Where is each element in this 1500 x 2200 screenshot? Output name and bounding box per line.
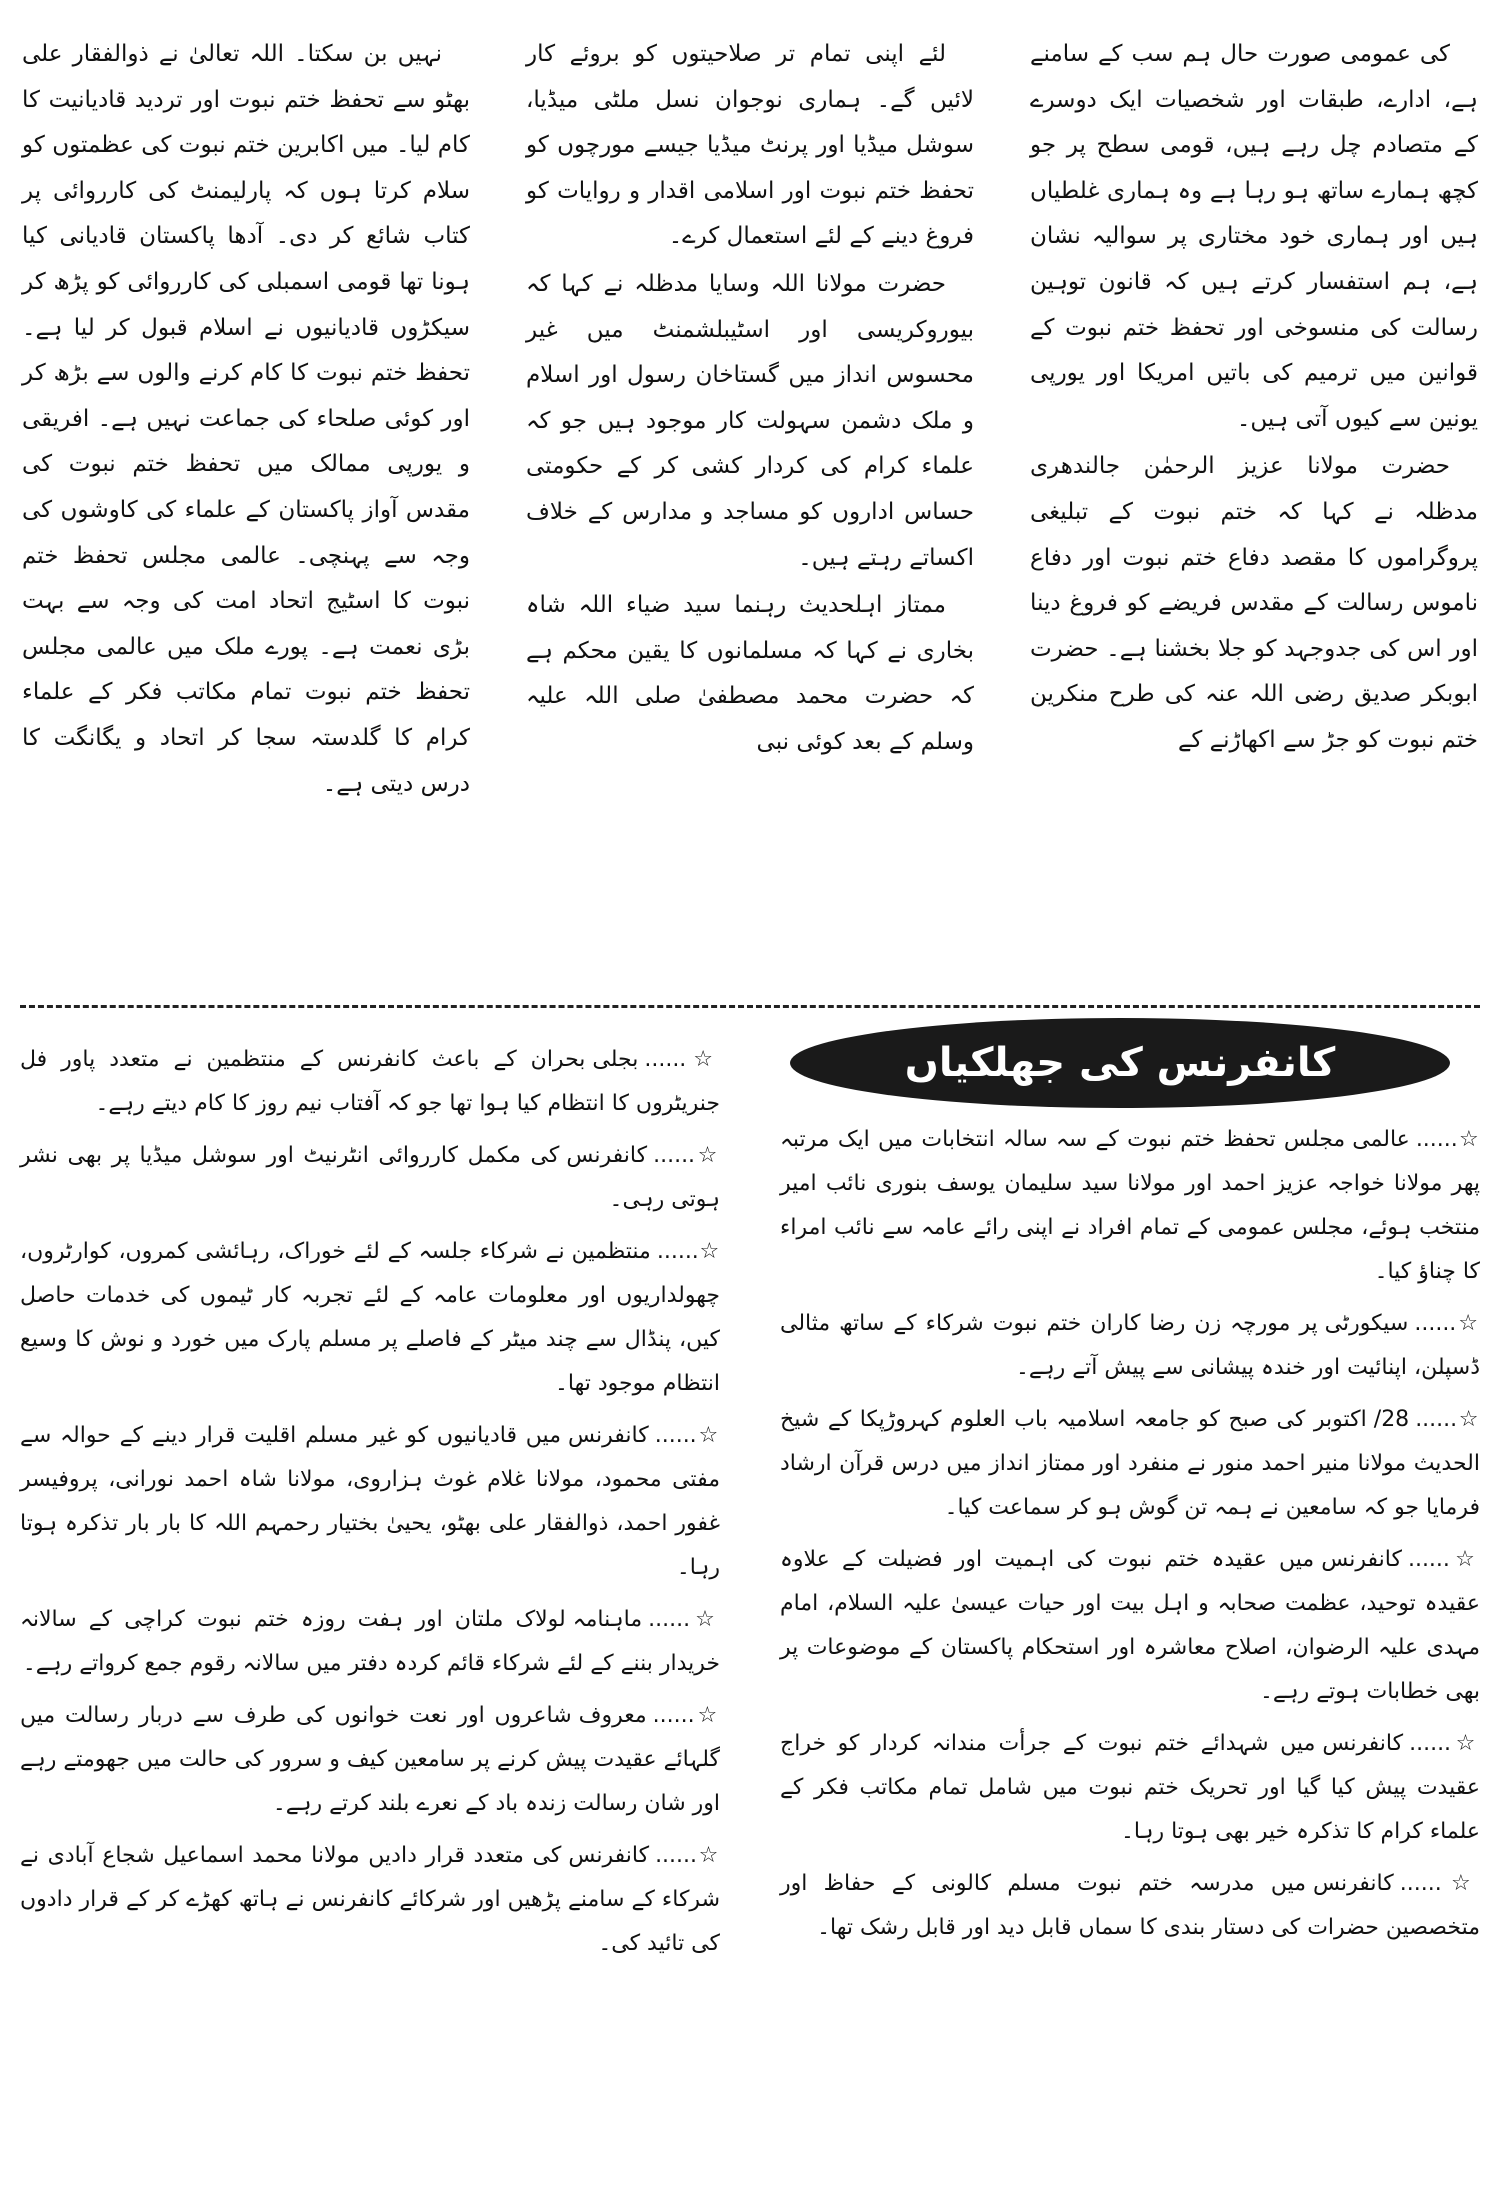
highlight-item: ☆......کانفرنس میں قادیانیوں کو غیر مسلم اقلیت قرار دینے کے حوالہ سے مفتی محمود، مولانا غلام غوث ہزاروی، مولانا شاہ احمد نورانی، پروفیسر غفور احمد، ذوالفقار علی بھٹو، یحییٰ بختیار رحمہم اللہ کا بار بار تذکرہ ہوتا رہا۔ xyxy=(20,1423,720,1580)
article-paragraph: حضرت مولانا عزیز الرحمٰن جالندھری مدظلہ نے کہا کہ ختم نبوت کے تبلیغی پروگراموں کا مقصد دفاع ختم نبوت اور دفاع ناموس رسالت کے مقدس فریضے کو فروغ دینا اور اس کی جدوجہد کو جلا بخشنا ہے۔ حضرت ابوبکر صدیق رضی اللہ عنہ کی طرح منکرین ختم نبوت کو جڑ سے اکھاڑنے کے xyxy=(1030,453,1478,753)
article-paragraph: حضرت مولانا اللہ وسایا مدظلہ نے کہا کہ بیوروکریسی اور اسٹیبلشمنٹ میں غیر محسوس انداز میں گستاخان رسول اور اسلام و ملک دشمن سہولت کار موجود ہیں جو کہ علماء کرام کی کردار کشی کر کے حکومتی حساس اداروں کو مساجد و مدارس کے خلاف اکساتے رہتے ہیں۔ xyxy=(526,270,974,571)
highlights-list-right xyxy=(780,1118,1480,1958)
highlight-item: ☆......سیکورٹی پر مورچہ زن رضا کاران ختم نبوت شرکاء کے ساتھ مثالی ڈسپلن، اپنائیت اور خندہ پیشانی سے پیش آتے رہے۔ xyxy=(780,1311,1480,1380)
highlight-item: ☆......ماہنامہ لولاک ملتان اور ہفت روزہ ختم نبوت کراچی کے سالانہ خریدار بننے کے لئے شرکاء قائم کردہ دفتر میں سالانہ رقوم جمع کرواتے رہے۔ xyxy=(20,1607,720,1676)
article-paragraph: ممتاز اہلحدیث رہنما سید ضیاء اللہ شاہ بخاری نے کہا کہ مسلمانوں کا یقین محکم ہے کہ حضرت محمد مصطفیٰ صلی اللہ علیہ وسلم کے بعد کوئی نبی xyxy=(526,592,974,755)
star-icon: ☆...... xyxy=(652,1703,720,1728)
highlight-item: ☆......کانفرنس میں عقیدہ ختم نبوت کی اہمیت اور فضیلت کے علاوہ عقیدہ توحید، عظمت صحابہ و اہل بیت اور حیات عیسیٰ علیہ السلام، امام مہدی علیہ الرضوان، اصلاح معاشرہ اور استحکام پاکستان کے موضوعات پر بھی خطابات ہوتے رہے۔ xyxy=(780,1547,1481,1704)
star-icon: ☆...... xyxy=(654,1423,720,1448)
highlights-list-left xyxy=(20,1038,720,1974)
article-paragraph: کی عمومی صورت حال ہم سب کے سامنے ہے، ادارے، طبقات اور شخصیات ایک دوسرے کے متصادم چل رہے ہیں، قومی سطح پر جو کچھ ہمارے ساتھ ہو رہا ہے وہ ہماری غلطیاں ہیں اور ہماری خود مختاری پر سوالیہ نشان ہے، ہم استفسار کرتے ہیں کہ قانون توہین رسالت کی منسوخی اور تحفظ ختم نبوت کے قوانین میں ترمیم کی باتیں امریکا اور یورپی یونین سے کیوں آتی ہیں۔ xyxy=(1030,41,1478,432)
star-icon: ☆...... xyxy=(1399,1871,1481,1896)
star-icon: ☆...... xyxy=(656,1239,720,1264)
star-icon: ☆...... xyxy=(1407,1547,1481,1572)
highlight-item: ☆......کانفرنس کی متعدد قرار دادیں مولانا محمد اسماعیل شجاع آبادی نے شرکاء کے سامنے پڑھیں اور شرکائے کانفرنس نے ہاتھ کھڑے کر کے قرار دادوں کی تائید کی۔ xyxy=(20,1843,720,1956)
highlight-item: ☆......عالمی مجلس تحفظ ختم نبوت کے سہ سالہ انتخابات میں ایک مرتبہ پھر مولانا خواجہ عزیز احمد اور مولانا سید سلیمان یوسف بنوری نائب امیر منتخب ہوئے، مجلس عمومی کے تمام افراد نے اپنی رائے عامہ سے نائب امراء کا چناؤ کیا۔ xyxy=(780,1127,1480,1284)
highlight-item: ☆......کانفرنس کی مکمل کارروائی انٹرنیٹ اور سوشل میڈیا پر بھی نشر ہوتی رہی۔ xyxy=(20,1143,720,1212)
article-paragraph: لئے اپنی تمام تر صلاحیتوں کو بروئے کار لائیں گے۔ ہماری نوجوان نسل ملٹی میڈیا، سوشل میڈیا اور پرنٹ میڈیا جیسے مورچوں کو تحفظ ختم نبوت اور اسلامی اقدار و روایات کو فروغ دینے کے لئے استعمال کرے۔ xyxy=(526,41,974,250)
highlight-item: ☆......بجلی بحران کے باعث کانفرنس کے منتظمین نے متعدد پاور فل جنریٹروں کا انتظام کیا ہوا تھا جو کہ آفتاب نیم روز کا کام دیتے رہے۔ xyxy=(20,1047,720,1116)
star-icon: ☆...... xyxy=(1415,1407,1480,1432)
highlight-item: ☆......کانفرنس میں مدرسہ ختم نبوت مسلم کالونی کے حفاظ اور متخصصین حضرات کی دستار بندی کا سماں قابل دید اور قابل رشک تھا۔ xyxy=(780,1871,1481,1940)
star-icon: ☆...... xyxy=(1409,1731,1480,1756)
highlight-item: ☆......28/ اکتوبر کی صبح کو جامعہ اسلامیہ باب العلوم کہروڑپکا کے شیخ الحدیث مولانا منیر احمد منور نے منفرد اور ممتاز انداز میں درس قرآن ارشاد فرمایا جو کہ سامعین نے ہمہ تن گوش ہو کر سماعت کیا۔ xyxy=(780,1407,1480,1520)
highlights-banner xyxy=(790,1018,1450,1108)
article-column-right xyxy=(1030,32,1478,766)
highlight-item: ☆......منتظمین نے شرکاء جلسہ کے لئے خوراک، رہائشی کمروں، کوارٹروں، چھولداریوں اور معلومات عامہ کے لئے تجربہ کار ٹیموں کی خدمات حاصل کیں، پنڈال سے چند میٹر کے فاصلے پر مسلم پارک میں خورد و نوش کا وسیع انتظام موجود تھا۔ xyxy=(20,1239,720,1396)
highlight-item: ☆......معروف شاعروں اور نعت خوانوں کی طرف سے دربار رسالت میں گلہائے عقیدت پیش کرنے پر سامعین کیف و سرور کی حالت میں جھومتے رہے اور شان رسالت زندہ باد کے نعرے بلند کرتے رہے۔ xyxy=(20,1703,720,1816)
star-icon: ☆...... xyxy=(655,1843,720,1868)
article-column-left xyxy=(22,32,470,809)
star-icon: ☆...... xyxy=(1414,1311,1480,1336)
star-icon: ☆...... xyxy=(653,1143,720,1168)
article-paragraph: نہیں بن سکتا۔ اللہ تعالیٰ نے ذوالفقار علی بھٹو سے تحفظ ختم نبوت اور تردید قادیانیت کا کام لیا۔ میں اکابرین ختم نبوت کی عظمتوں کو سلام کرتا ہوں کہ پارلیمنٹ کی کارروائی پر کتاب شائع کر دی۔ آدھا پاکستان قادیانی کیا ہونا تھا قومی اسمبلی کی کارروائی کو پڑھ کر سیکڑوں قادیانیوں نے اسلام قبول کر لیا ہے۔ تحفظ ختم نبوت کا کام کرنے والوں سے بڑھ کر اور کوئی صلحاء کی جماعت نہیں ہے۔ افریقی و یورپی ممالک میں تحفظ ختم نبوت کی مقدس آواز پاکستان کے علماء کی کاوشوں کی وجہ سے پہنچی۔ عالمی مجلس تحفظ ختم نبوت کا اسٹیج اتحاد امت کی وجہ سے بہت بڑی نعمت ہے۔ پورے ملک میں عالمی مجلس تحفظ ختم نبوت تمام مکاتب فکر کے علماء کرام کا گلدستہ سجا کر اتحاد و یگانگت کا درس دیتی ہے۔ xyxy=(22,41,470,797)
section-divider xyxy=(20,1005,1480,1008)
star-icon: ☆...... xyxy=(1415,1127,1480,1152)
highlights-title: کانفرنس کی جھلکیاں xyxy=(904,1040,1336,1086)
star-icon: ☆...... xyxy=(648,1607,720,1632)
star-icon: ☆...... xyxy=(644,1047,720,1072)
highlight-item: ☆......کانفرنس میں شہدائے ختم نبوت کے جرأت مندانہ کردار کو خراج عقیدت پیش کیا گیا اور تحریک ختم نبوت میں شامل تمام مکاتب فکر کے علماء کرام کا تذکرہ خیر بھی ہوتا رہا۔ xyxy=(780,1731,1480,1844)
article-column-middle xyxy=(526,32,974,768)
